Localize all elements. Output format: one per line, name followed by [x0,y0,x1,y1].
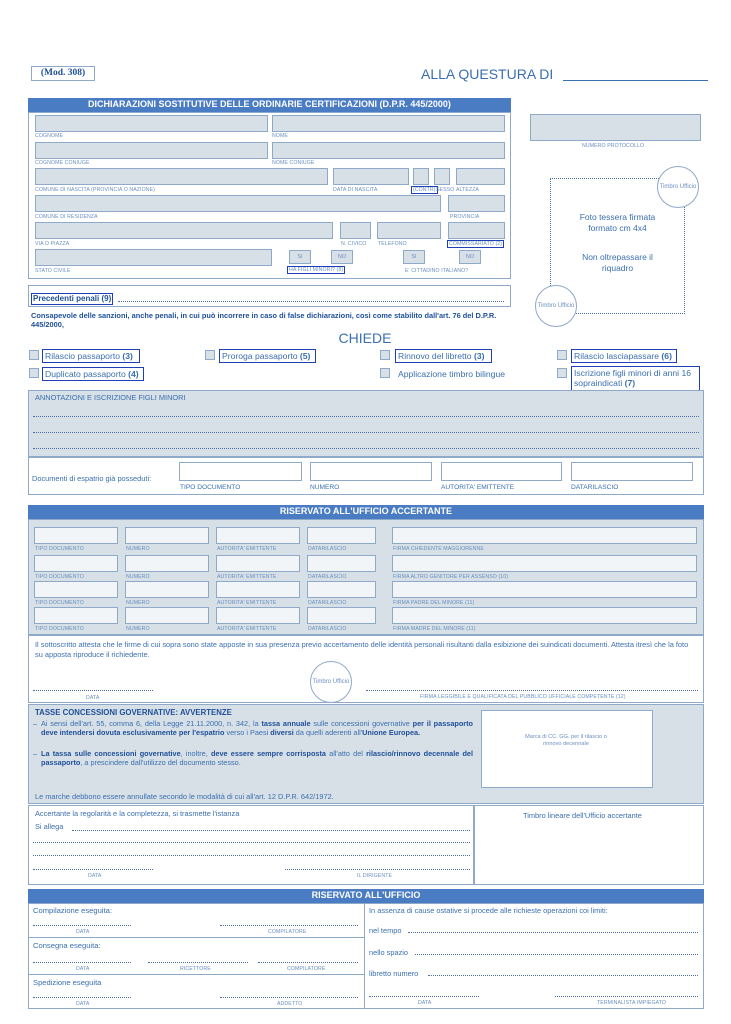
compilazione-compilatore-label: COMPILATORE [268,929,307,935]
regolarita-data-line[interactable] [33,869,153,870]
contr-field[interactable] [413,168,429,185]
acc-tipo-label-1: TIPO DOCUMENTO [35,546,84,552]
annotazioni-title: ANNOTAZIONI E ISCRIZIONE FIGLI MINORI [35,393,186,402]
annotazioni-line-1[interactable] [33,416,699,417]
acc-tipo-label-3: TIPO DOCUMENTO [35,600,84,606]
acc-numero-label-3: NUMERO [126,600,150,606]
documenti-numero-label: NUMERO [310,484,340,491]
acc-firma-3[interactable] [392,581,697,598]
acc-numero-2[interactable] [125,555,209,572]
commissariato-field[interactable] [448,222,505,239]
precedenti-line[interactable] [118,301,504,302]
rinnovo-libretto-checkbox[interactable] [380,350,390,360]
spedizione-data-line[interactable] [33,997,131,998]
documenti-numero-field[interactable] [310,462,432,481]
tasse-paragraph-1: – Ai sensi dell'art. 55, comma 6, della Legge 21.11.2000, n. 342, la tassa annuale sulle concessioni governative per il passaporto deve intendersi dovuta esclusivamente per l'espatrio verso i Paesi diversi da quelli aderenti all'Unione Europea. [33,719,474,737]
pubblico-ufficiale-line[interactable] [366,690,698,691]
regolarita-text: Accertante la regolarità e la completezza, si trasmette l'istanza [35,809,240,818]
sesso-field[interactable] [434,168,450,185]
section-dichiarazioni-header: DICHIARAZIONI SOSTITUTIVE DELLE ORDINARIE CERTIFICAZIONI (D.P.R. 445/2000) [28,98,511,112]
riservato-divider [364,903,365,1009]
documenti-autorita-field[interactable] [441,462,562,481]
acc-tipo-label-2: TIPO DOCUMENTO [35,574,84,580]
documenti-data-label: DATARILASCIO [571,484,619,491]
marca-box [481,710,653,788]
si-allega-line-1[interactable] [72,830,470,831]
cognome-coniuge-label: COGNOME CONIUGE [35,160,90,166]
acc-data-label-1: DATARILASCIO [308,546,347,552]
consegna-data-label: DATA [76,966,90,972]
consegna-data-line[interactable] [33,962,131,963]
spedizione-addetto-line[interactable] [220,997,358,998]
riservato-row-divider-2 [28,974,364,975]
duplicato-passaporto-checkbox[interactable] [29,368,39,378]
acc-firma-label-1: FIRMA CHIEDENTE MAGGIORENNE [393,546,484,552]
compilazione-compilatore-line[interactable] [220,925,358,926]
si-allega-line-2[interactable] [33,842,470,843]
acc-firma-label-3: FIRMA PADRE DEL MINORE (11) [393,600,475,606]
data-nascita-field[interactable] [333,168,409,185]
timbro-ufficio-stamp: Timbro Ufficio [657,166,699,208]
spedizione-data-label: DATA [76,1001,90,1007]
documenti-tipo-label: TIPO DOCUMENTO [180,484,241,491]
tasse-title: TASSE CONCESSIONI GOVERNATIVE: AVVERTENZE [35,708,232,717]
compilazione-data-line[interactable] [33,925,131,926]
consapevole-text: Consapevole delle sanzioni, anche penali, in cui può incorrere in caso di false dichiarazioni, così come stabilito dall'art. 76 del D.P.R. 445/2000, [31,311,497,329]
provincia-label: PROVINCIA [450,214,480,220]
spedizione-label: Spedizione eseguita [33,978,102,987]
contr-label: (CONTR) [413,187,436,193]
model-label: (Mod. 308) [31,66,95,81]
timbro-ufficio-stamp-3: Timbro Ufficio [310,661,352,703]
cittadino-label: E' CITTADINO ITALIANO? [405,268,469,274]
riservato-ufficio-panel [28,903,704,1009]
documenti-autorita-label: AUTORITA' EMITTENTE [441,484,515,491]
libretto-label: libretto numero [369,969,419,978]
acc-autorita-2[interactable] [216,555,300,572]
acc-numero-label-4: NUMERO [126,626,150,632]
si-allega-line-3[interactable] [33,855,470,856]
riservato-ufficio-header: RISERVATO ALL'UFFICIO [28,889,704,903]
acc-autorita-3[interactable] [216,581,300,598]
acc-firma-4[interactable] [392,607,697,624]
commissariato-label: COMMISSARIATO (2) [449,241,503,247]
documenti-tipo-field[interactable] [179,462,302,481]
assenza-text: In assenza di cause ostative si procede alle richieste operazioni coi limiti: [369,906,608,915]
attestazione-data-label: DATA [86,695,100,701]
compilazione-data-label: DATA [76,929,90,935]
figli-no-box[interactable]: NO [331,250,353,264]
rilascio-passaporto-checkbox[interactable] [29,350,39,360]
rilascio-passaporto-label: Rilascio passaporto (3) [45,351,133,361]
acc-data-1[interactable] [307,527,376,544]
duplicato-passaporto-label: Duplicato passaporto (4) [45,369,139,379]
nome-coniuge-label: NOME CONIUGE [272,160,315,166]
acc-firma-label-4: FIRMA MADRE DEL MINORE (11) [393,626,476,632]
foto-text: Foto tessera firmata formato cm 4x4 [579,212,656,233]
tempo-line[interactable] [408,932,698,933]
altezza-label: ALTEZZA [456,187,480,193]
acc-autorita-1[interactable] [216,527,300,544]
compilazione-label: Compilazione eseguita: [33,906,112,915]
annotazioni-line-3[interactable] [33,448,699,449]
spazio-label: nello spazio [369,948,409,957]
rilascio-lasciapassare-checkbox[interactable] [557,350,567,360]
sesso-label: SESSO [436,187,455,193]
timbro-lineare-label: Timbro lineare dell'Ufficio accertante [523,811,642,820]
acc-autorita-label-1: AUTORITA' EMITTENTE [217,546,277,552]
stato-civile-field[interactable] [35,249,272,266]
numero-protocollo-field[interactable] [530,114,701,141]
acc-tipo-2[interactable] [34,555,118,572]
proroga-passaporto-checkbox[interactable] [205,350,215,360]
right-data-line[interactable] [369,996,479,997]
timbro-bilingue-checkbox[interactable] [380,368,390,378]
nome-coniuge-field[interactable] [272,142,505,159]
nome-label: NOME [272,133,288,139]
acc-firma-2[interactable] [392,555,697,572]
consegna-ricettore-line[interactable] [148,962,248,963]
rilascio-lasciapassare-label: Rilascio lasciapassare (6) [574,351,672,361]
acc-firma-label-2: FIRMA ALTRO GENITORE PER ASSENSO (10) [393,574,509,580]
numero-protocollo-label: NUMERO PROTOCOLLO [582,143,645,149]
consegna-compilatore-line[interactable] [258,962,358,963]
precedenti-label: Precedenti penali (9) [33,294,112,303]
stato-civile-label: STATO CIVILE [35,268,71,274]
acc-numero-label-2: NUMERO [126,574,150,580]
acc-autorita-label-3: AUTORITA' EMITTENTE [217,600,277,606]
annullate-text: Le marche debbono essere annullate secondo le modalità di cui all'art. 12 D.P.R. 642/1972. [35,792,334,801]
acc-tipo-3[interactable] [34,581,118,598]
questura-line[interactable] [563,80,708,81]
terminalista-line[interactable] [555,996,698,997]
timbro-ufficio-stamp-2: Timbro Ufficio [535,285,577,327]
consegna-label: Consegna eseguita: [33,941,101,950]
pubblico-ufficiale-label: FIRMA LEGGIBILE E QUALIFICATA DEL PUBBLICO UFFICIALE COMPETENTE (12) [420,694,626,700]
telefono-label: TELEFONO [378,241,407,247]
timbro-bilingue-label: Applicazione timbro bilingue [398,369,506,379]
regolarita-data-label: DATA [88,873,102,879]
acc-data-label-3: DATARILASCIO [308,600,347,606]
acc-autorita-4[interactable] [216,607,300,624]
acc-tipo-4[interactable] [34,607,118,624]
telefono-field[interactable] [377,222,441,239]
civico-label: N. CIVICO [341,241,367,247]
consegna-compilatore-label: COMPILATORE [287,966,326,972]
attestazione-text: Il sottoscritto attesta che le firme di cui sopra sono state apposte in sua presenza previo accertamento delle identità personali risultanti dalla esibizione dei suindicati documenti. Attesta itresì che la foto su apposta riproduce il richiedente. [35,640,689,659]
dirigente-line[interactable] [285,869,470,870]
acc-data-2[interactable] [307,555,376,572]
acc-numero-label-1: NUMERO [126,546,150,552]
annotazioni-line-2[interactable] [33,432,699,433]
documenti-label: Documenti di espatrio già posseduti: [32,474,152,483]
acc-autorita-label-2: AUTORITA' EMITTENTE [217,574,277,580]
iscrizione-figli-checkbox[interactable] [557,368,567,378]
comune-residenza-field[interactable] [35,195,441,212]
acc-numero-4[interactable] [125,607,209,624]
ha-figli-label: HA FIGLI MINORI? (8) [289,267,344,273]
civico-field[interactable] [340,222,371,239]
cognome-label: COGNOME [35,133,64,139]
iscrizione-figli-label: Iscrizione figli minori di anni 16 sopraindicati (7) [574,368,692,388]
tasse-paragraph-2: – La tassa sulle concessioni governative, inoltre, deve essere sempre corrisposta all'atto del rilascio/rinnovo decennale del passaporto, a prescindere dall'utilizzo del documento stesso. [33,749,474,767]
terminalista-label: TERMINALISTA IMPIEGATO [597,1000,667,1006]
acc-tipo-1[interactable] [34,527,118,544]
cittadino-si-box[interactable]: SI [403,250,425,264]
comune-residenza-label: COMUNE DI RESIDENZA [35,214,98,220]
si-allega-label: Si allega [35,822,64,831]
cittadino-no-box[interactable]: NO [459,250,481,264]
altezza-field[interactable] [456,168,505,185]
comune-nascita-label: COMUNE DI NASCITA (PROVINCIA O NAZIONE) [35,187,155,193]
marca-text: Marca di CC. GG. per il rilascio o rinnovo decennale [525,734,607,747]
proroga-passaporto-label: Proroga passaporto (5) [222,351,311,361]
libretto-line[interactable] [428,975,698,976]
tempo-label: nel tempo [369,926,402,935]
data-nascita-label: DATA DI NASCITA [333,187,378,193]
chiede-title: CHIEDE [338,330,392,346]
riservato-row-divider-1 [28,937,364,938]
non-oltrepassare-text: Non oltrepassare il riquadro [582,252,653,273]
nome-field[interactable] [272,115,505,132]
spazio-line[interactable] [415,954,698,955]
acc-tipo-label-4: TIPO DOCUMENTO [35,626,84,632]
acc-firma-1[interactable] [392,527,697,544]
dirigente-label: IL DIRIGENTE [357,873,393,879]
figli-si-box[interactable]: SI [289,250,311,264]
acc-data-3[interactable] [307,581,376,598]
ufficio-accertante-header: RISERVATO ALL'UFFICIO ACCERTANTE [28,505,704,519]
spedizione-addetto-label: ADDETTO [277,1001,303,1007]
comune-nascita-field[interactable] [35,168,328,185]
acc-data-label-4: DATARILASCIO [308,626,347,632]
attestazione-data-line[interactable] [33,690,153,691]
right-data-label: DATA [418,1000,432,1006]
via-field[interactable] [35,222,333,239]
acc-autorita-label-4: AUTORITA' EMITTENTE [217,626,277,632]
acc-data-4[interactable] [307,607,376,624]
questura-title: ALLA QUESTURA DI [421,66,554,82]
rinnovo-libretto-label: Rinnovo del libretto (3) [398,351,485,361]
cognome-coniuge-field[interactable] [35,142,268,159]
acc-numero-3[interactable] [125,581,209,598]
consegna-ricettore-label: RICETTORE [180,966,211,972]
provincia-field[interactable] [448,195,505,212]
via-label: VIA O PIAZZA [35,241,70,247]
acc-numero-1[interactable] [125,527,209,544]
acc-data-label-2: DATARILASCIO [308,574,347,580]
cognome-field[interactable] [35,115,268,132]
documenti-data-field[interactable] [571,462,693,481]
